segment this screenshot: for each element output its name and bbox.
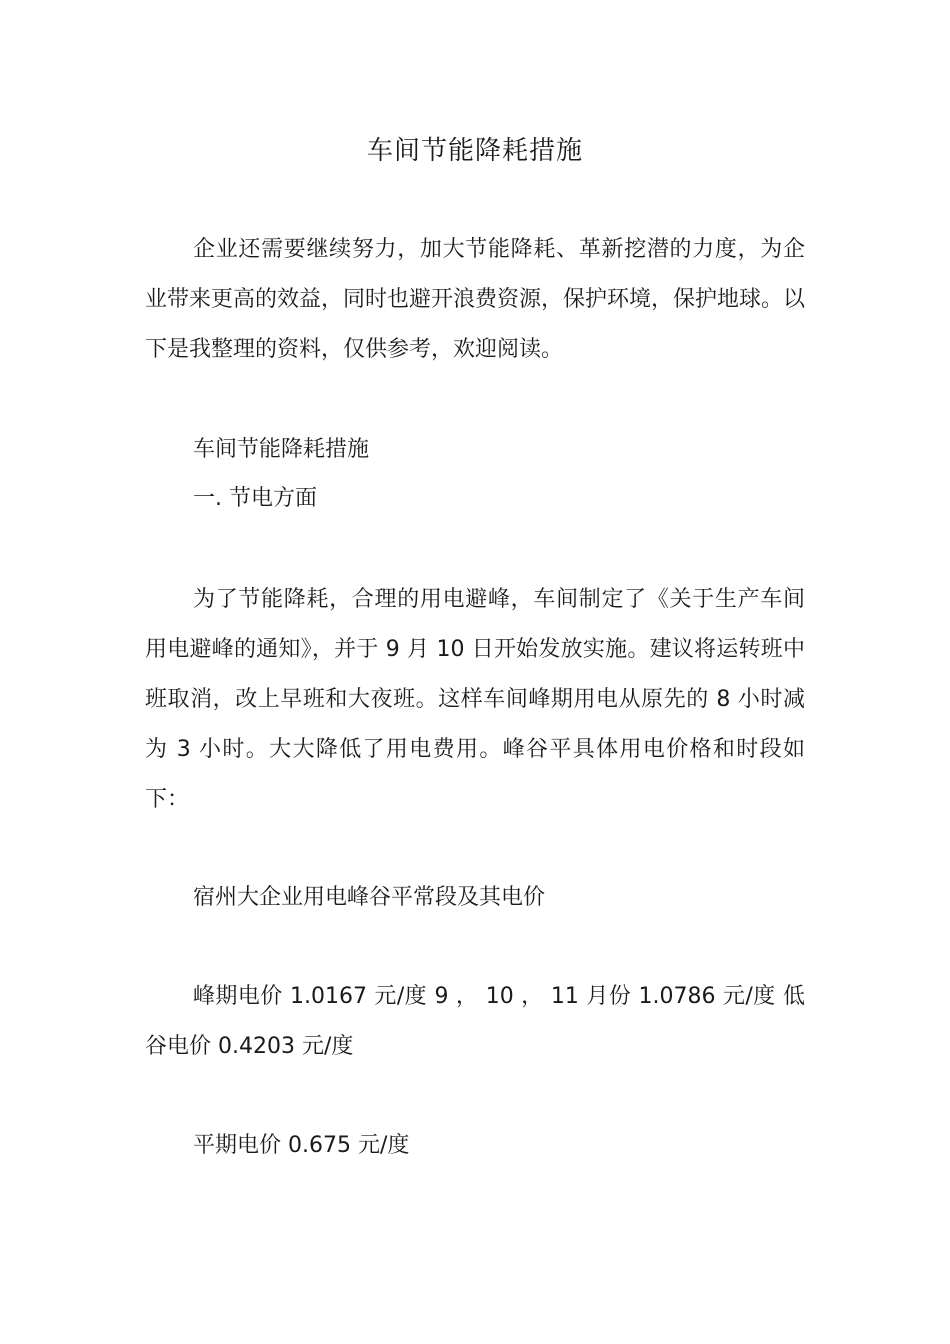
document-title: 车间节能降耗措施 [366,136,583,166]
price-table-caption: 宿州大企业用电峰谷平常段及其电价 [193,885,546,910]
subheading: 车间节能降耗措施 [193,437,370,462]
section-heading-electricity: 一. 节电方面 [193,486,317,511]
flat-price-line: 平期电价 0.675 元/度 [193,1133,410,1158]
peak-price-line: 峰期电价 1.0167 元/度 9 ， 10 ， 11 月份 1.0786 元/度 低谷电价 0.4203 元/度 [145,984,805,1059]
intro-paragraph: 企业还需要继续努力，加大节能降耗、革新挖潜的力度，为企业带来更高的效益，同时也避开浪费资源，保护环境，保护地球。以下是我整理的资料，仅供参考，欢迎阅读。 [145,237,806,362]
electricity-paragraph: 为了节能降耗，合理的用电避峰，车间制定了《关于生产车间用电避峰的通知》，并于 9 月 10 日开始发放实施。建议将运转班中班取消，改上早班和大夜班。这样车间峰期用电从原先的 8 小时减为 3 小时。大大降低了用电费用。峰谷平具体用电价格和时段如下： [145,587,805,812]
